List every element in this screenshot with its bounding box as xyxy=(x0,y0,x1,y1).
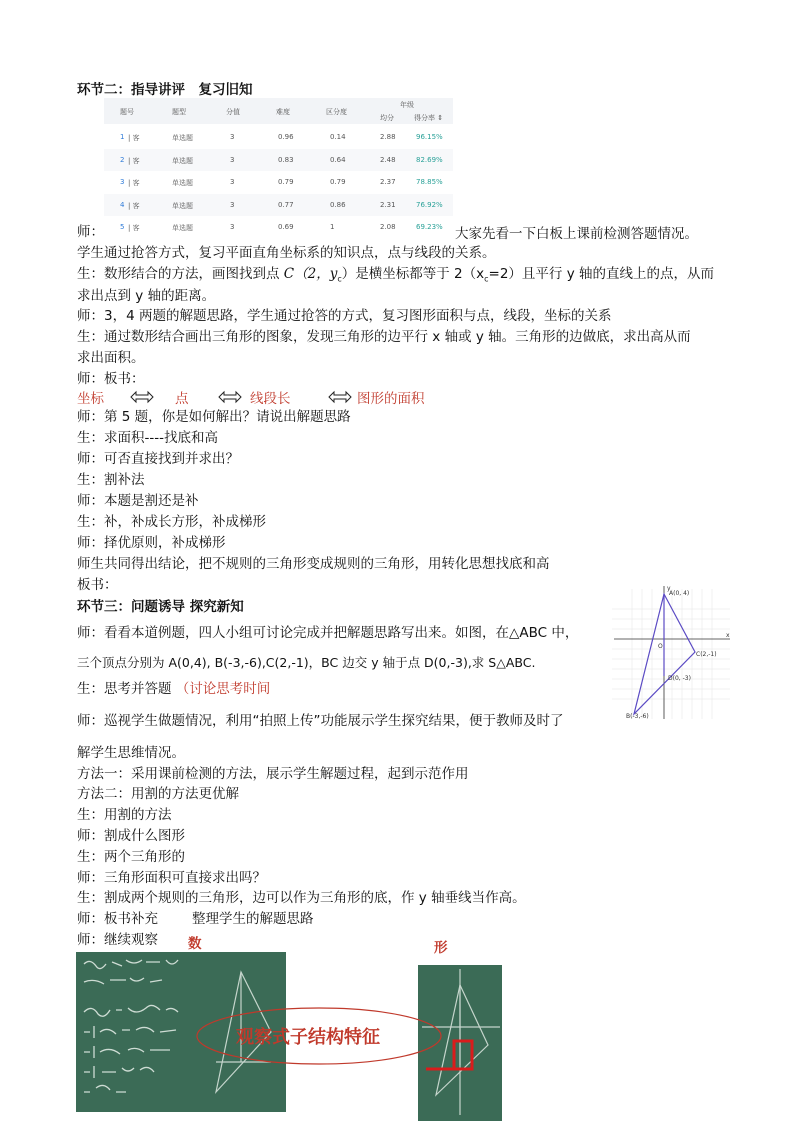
cell-num[interactable]: 2 xyxy=(120,155,125,164)
cell-num[interactable]: 4 xyxy=(120,200,125,209)
cell-disc: 1 xyxy=(330,223,335,231)
cell-avg: 2.88 xyxy=(380,133,396,141)
line-teacher-1-suffix: 大家先看一下白板上课前检测答题情况。 xyxy=(455,226,698,242)
line-30: 师：三角形面积可直接求出吗？ xyxy=(77,870,266,886)
flow-figure-area: 图形的面积 xyxy=(357,391,425,407)
double-arrow-icon xyxy=(130,390,154,404)
flow-point: 点 xyxy=(175,391,189,407)
cell-kind: 单选题 xyxy=(172,224,193,232)
cell-kind: 单选题 xyxy=(172,201,193,210)
line-24: 解学生思维情况。 xyxy=(77,745,185,761)
label-a: A(0, 4) xyxy=(669,590,690,597)
line-10: 师：第 5 题，你是如何解出？请说出解题思路 xyxy=(77,409,351,425)
observe-structure-label: 观察式子结构特征 xyxy=(236,1027,380,1048)
cell-kind: 单选题 xyxy=(172,134,193,142)
cell-difficulty: 0.77 xyxy=(278,200,294,209)
coordinate-graph xyxy=(612,584,737,724)
cell-rate: 82.69% xyxy=(416,155,443,164)
cell-type: | 客 xyxy=(128,179,140,187)
cell-score: 3 xyxy=(230,178,235,186)
cell-num[interactable]: 1 xyxy=(120,133,125,141)
cell-type: | 客 xyxy=(128,224,140,232)
line-25: 方法一：采用课前检测的方法，展示学生解题过程，起到示范作用 xyxy=(77,766,469,782)
line-17: 师生共同得出结论，把不规则的三角形变成规则的三角形，用转化思想找底和高 xyxy=(77,556,550,572)
cell-avg: 2.31 xyxy=(380,200,396,209)
header-grade-group: 年级 xyxy=(400,101,414,109)
label-b: B(-3,-6) xyxy=(626,713,649,720)
cell-disc: 0.14 xyxy=(330,133,346,141)
cell-difficulty: 0.69 xyxy=(278,223,294,231)
label-origin: O xyxy=(658,643,663,650)
line-21: 三个顶点分别为 A(0,4), B(-3,-6),C(2,-1)，BC 边交 y 轴于点 D(0,-3),求 S△ABC. xyxy=(77,655,536,670)
cell-disc: 0.79 xyxy=(330,178,346,186)
cell-disc: 0.86 xyxy=(330,200,346,209)
flow-coordinate: 坐标 xyxy=(77,391,104,407)
cell-score: 3 xyxy=(230,133,235,141)
table-row xyxy=(104,216,453,238)
line-12: 师：可否直接找到并求出？ xyxy=(77,451,239,467)
label-shu: 数 xyxy=(188,936,202,952)
label-d: D(0, -3) xyxy=(668,675,691,682)
header-num: 题号 xyxy=(120,108,134,116)
line-32: 师：板书补充 整理学生的解题思路 xyxy=(77,911,314,927)
table-row xyxy=(104,126,453,148)
line-6: 生：通过数形结合画出三角形的图象，发现三角形的边平行 x 轴或 y 轴。三角形的边做底，求出高从而 xyxy=(77,329,691,345)
flow-segment-length: 线段长 xyxy=(250,391,291,407)
table-row xyxy=(104,171,453,193)
label-c: C(2,-1) xyxy=(696,651,717,658)
header-score: 分值 xyxy=(226,108,240,116)
line-4: 求出点到 y 轴的距离。 xyxy=(77,288,216,304)
cell-num[interactable]: 5 xyxy=(120,223,125,231)
header-avg: 均分 xyxy=(380,114,394,122)
section3-title: 环节三：问题诱导 探究新知 xyxy=(77,599,244,615)
table-header xyxy=(104,98,453,124)
header-discrimination: 区分度 xyxy=(326,108,347,116)
cell-num[interactable]: 3 xyxy=(120,178,125,186)
line-16: 师：择优原则，补成梯形 xyxy=(77,535,226,551)
line-7: 求出面积。 xyxy=(77,350,145,366)
line-18: 板书： xyxy=(77,577,118,593)
answer-stats-table xyxy=(104,98,453,238)
line-31: 生：割成两个规则的三角形，边可以作为三角形的底，作 y 轴垂线当作高。 xyxy=(77,890,526,906)
line-15: 生：补，补成长方形，补成梯形 xyxy=(77,514,266,530)
cell-type: | 客 xyxy=(128,156,140,165)
header-rate: 得分率 ⇕ xyxy=(414,114,444,122)
table-row xyxy=(104,194,453,216)
double-arrow-icon xyxy=(218,390,242,404)
cell-avg: 2.37 xyxy=(380,178,396,186)
line-3: 生：数形结合的方法，画图找到点 C（2，$y_c$）是横坐标都等于 $2(x_c=2)$且平行 y 轴的直线上的点，从而 xyxy=(77,266,715,284)
header-difficulty: 难度 xyxy=(276,108,290,116)
line-26: 方法二：用割的方法更优解 xyxy=(77,786,239,802)
cell-rate: 76.92% xyxy=(416,200,443,209)
line-27: 生：用割的方法 xyxy=(77,807,172,823)
section2-title: 环节二：指导讲评 复习旧知 xyxy=(77,82,253,98)
line-20: 师：看看本道例题，四人小组可讨论完成并把解题思路写出来。如图，在△ABC 中， xyxy=(77,625,579,641)
cell-score: 3 xyxy=(230,200,235,209)
line-11: 生：求面积----找底和高 xyxy=(77,430,218,446)
line-23: 师：巡视学生做题情况，利用“拍照上传”功能展示学生探究结果，便于教师及时了 xyxy=(77,713,564,729)
cell-avg: 2.08 xyxy=(380,223,396,231)
line-teacher-1: 师： xyxy=(77,224,104,240)
cell-disc: 0.64 xyxy=(330,155,346,164)
cell-difficulty: 0.83 xyxy=(278,155,294,164)
cell-score: 3 xyxy=(230,155,235,164)
cell-rate: 78.85% xyxy=(416,178,443,186)
double-arrow-icon xyxy=(328,390,352,404)
cell-type: | 客 xyxy=(128,134,140,142)
line-28: 师：割成什么图形 xyxy=(77,828,185,844)
table-row xyxy=(104,149,453,171)
line-29: 生：两个三角形的 xyxy=(77,849,185,865)
cell-type: | 客 xyxy=(128,201,140,210)
cell-score: 3 xyxy=(230,223,235,231)
line-5: 师：3，4 两题的解题思路，学生通过抢答的方式，复习图形面积与点，线段，坐标的关系 xyxy=(77,308,612,324)
label-xing: 形 xyxy=(434,940,448,956)
line-2: 学生通过抢答方式，复习平面直角坐标系的知识点，点与线段的关系。 xyxy=(77,245,496,261)
cell-rate: 69.23% xyxy=(416,223,443,231)
cell-difficulty: 0.79 xyxy=(278,178,294,186)
cell-difficulty: 0.96 xyxy=(278,133,294,141)
label-y: y xyxy=(667,585,671,592)
label-x: x xyxy=(726,632,730,639)
line-22: 生：思考并答题 （讨论思考时间 xyxy=(77,681,271,697)
cell-rate: 96.15% xyxy=(416,133,443,141)
line-14: 师：本题是割还是补 xyxy=(77,493,199,509)
header-type: 题型 xyxy=(172,108,186,116)
cell-avg: 2.48 xyxy=(380,155,396,164)
line-8: 师：板书： xyxy=(77,371,145,387)
cell-kind: 单选题 xyxy=(172,179,193,187)
line-13: 生：割补法 xyxy=(77,472,145,488)
line-33: 师：继续观察 xyxy=(77,932,158,948)
cell-kind: 单选题 xyxy=(172,156,193,165)
